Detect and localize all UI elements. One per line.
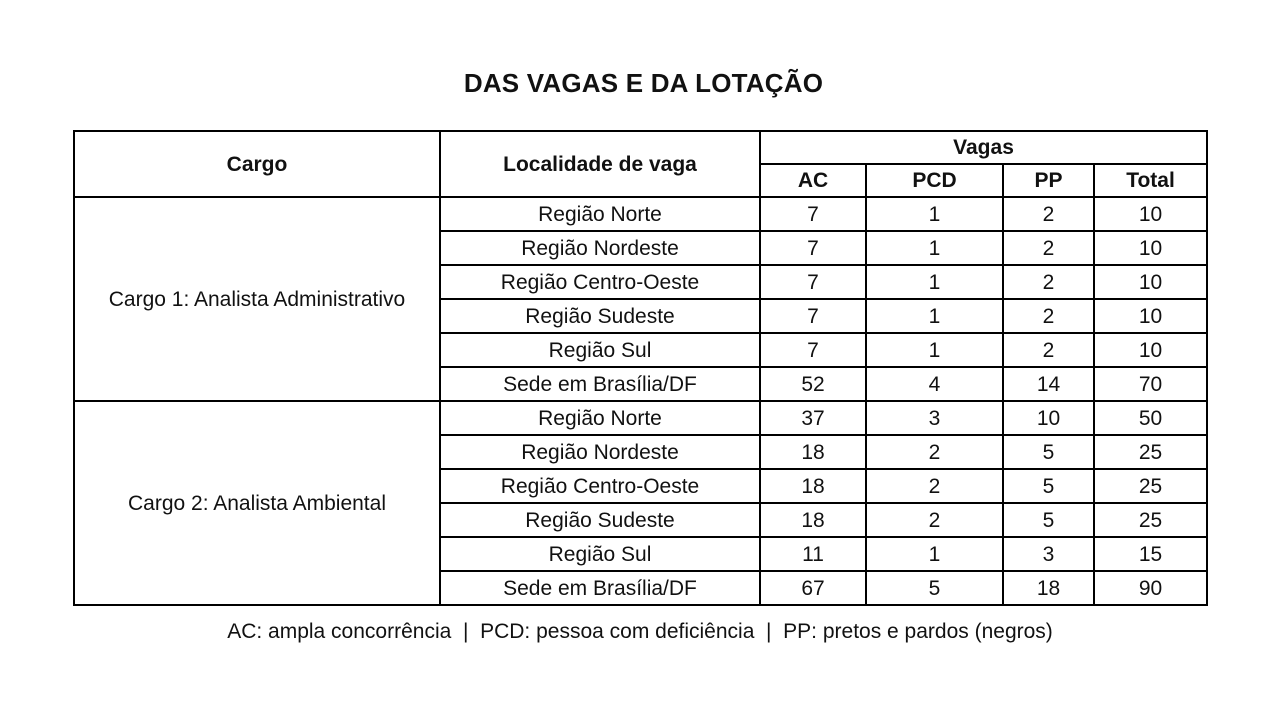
ac-cell: 7 bbox=[760, 265, 866, 299]
total-cell: 10 bbox=[1094, 231, 1207, 265]
total-cell: 10 bbox=[1094, 197, 1207, 231]
total-cell: 10 bbox=[1094, 333, 1207, 367]
header-pcd: PCD bbox=[866, 164, 1003, 197]
total-cell: 10 bbox=[1094, 265, 1207, 299]
pp-cell: 5 bbox=[1003, 469, 1094, 503]
ac-cell: 37 bbox=[760, 401, 866, 435]
pcd-cell: 4 bbox=[866, 367, 1003, 401]
header-localidade: Localidade de vaga bbox=[440, 131, 760, 197]
total-cell: 70 bbox=[1094, 367, 1207, 401]
ac-cell: 18 bbox=[760, 503, 866, 537]
localidade-cell: Região Nordeste bbox=[440, 231, 760, 265]
ac-cell: 7 bbox=[760, 299, 866, 333]
pp-cell: 18 bbox=[1003, 571, 1094, 605]
pp-cell: 2 bbox=[1003, 231, 1094, 265]
pp-cell: 3 bbox=[1003, 537, 1094, 571]
localidade-cell: Região Centro-Oeste bbox=[440, 469, 760, 503]
ac-cell: 67 bbox=[760, 571, 866, 605]
ac-cell: 18 bbox=[760, 469, 866, 503]
ac-cell: 11 bbox=[760, 537, 866, 571]
pp-cell: 5 bbox=[1003, 435, 1094, 469]
localidade-cell: Região Sul bbox=[440, 537, 760, 571]
pcd-cell: 3 bbox=[866, 401, 1003, 435]
total-cell: 10 bbox=[1094, 299, 1207, 333]
total-cell: 15 bbox=[1094, 537, 1207, 571]
cargo-cell: Cargo 1: Analista Administrativo bbox=[74, 197, 440, 401]
header-pp: PP bbox=[1003, 164, 1094, 197]
pcd-cell: 2 bbox=[866, 435, 1003, 469]
ac-cell: 18 bbox=[760, 435, 866, 469]
header-vagas: Vagas bbox=[760, 131, 1207, 164]
localidade-cell: Região Norte bbox=[440, 401, 760, 435]
header-ac: AC bbox=[760, 164, 866, 197]
ac-cell: 7 bbox=[760, 333, 866, 367]
pp-cell: 2 bbox=[1003, 265, 1094, 299]
pcd-cell: 1 bbox=[866, 333, 1003, 367]
header-cargo: Cargo bbox=[74, 131, 440, 197]
table-row bbox=[74, 401, 1207, 435]
pp-cell: 2 bbox=[1003, 333, 1094, 367]
pcd-cell: 5 bbox=[866, 571, 1003, 605]
pcd-cell: 2 bbox=[866, 503, 1003, 537]
pcd-cell: 1 bbox=[866, 197, 1003, 231]
ac-cell: 7 bbox=[760, 197, 866, 231]
pp-cell: 2 bbox=[1003, 299, 1094, 333]
page-title: DAS VAGAS E DA LOTAÇÃO bbox=[463, 68, 824, 98]
localidade-cell: Região Centro-Oeste bbox=[440, 265, 760, 299]
pp-cell: 2 bbox=[1003, 197, 1094, 231]
table-row bbox=[74, 197, 1207, 231]
localidade-cell: Região Norte bbox=[440, 197, 760, 231]
localidade-cell: Região Sudeste bbox=[440, 503, 760, 537]
pp-cell: 5 bbox=[1003, 503, 1094, 537]
pcd-cell: 1 bbox=[866, 231, 1003, 265]
ac-cell: 7 bbox=[760, 231, 866, 265]
pp-cell: 10 bbox=[1003, 401, 1094, 435]
pcd-cell: 1 bbox=[866, 265, 1003, 299]
pcd-cell: 2 bbox=[866, 469, 1003, 503]
pp-cell: 14 bbox=[1003, 367, 1094, 401]
total-cell: 25 bbox=[1094, 469, 1207, 503]
header-total: Total bbox=[1094, 164, 1207, 197]
vagas-table bbox=[73, 130, 1208, 606]
localidade-cell: Sede em Brasília/DF bbox=[440, 367, 760, 401]
cargo-cell: Cargo 2: Analista Ambiental bbox=[74, 401, 440, 605]
localidade-cell: Sede em Brasília/DF bbox=[440, 571, 760, 605]
total-cell: 25 bbox=[1094, 503, 1207, 537]
header-row bbox=[74, 131, 1207, 164]
total-cell: 50 bbox=[1094, 401, 1207, 435]
ac-cell: 52 bbox=[760, 367, 866, 401]
pcd-cell: 1 bbox=[866, 537, 1003, 571]
localidade-cell: Região Sul bbox=[440, 333, 760, 367]
localidade-cell: Região Nordeste bbox=[440, 435, 760, 469]
pcd-cell: 1 bbox=[866, 299, 1003, 333]
legend-text: AC: ampla concorrência | PCD: pessoa com deficiência | PP: pretos e pardos (negros) bbox=[227, 620, 1053, 643]
total-cell: 25 bbox=[1094, 435, 1207, 469]
total-cell: 90 bbox=[1094, 571, 1207, 605]
localidade-cell: Região Sudeste bbox=[440, 299, 760, 333]
